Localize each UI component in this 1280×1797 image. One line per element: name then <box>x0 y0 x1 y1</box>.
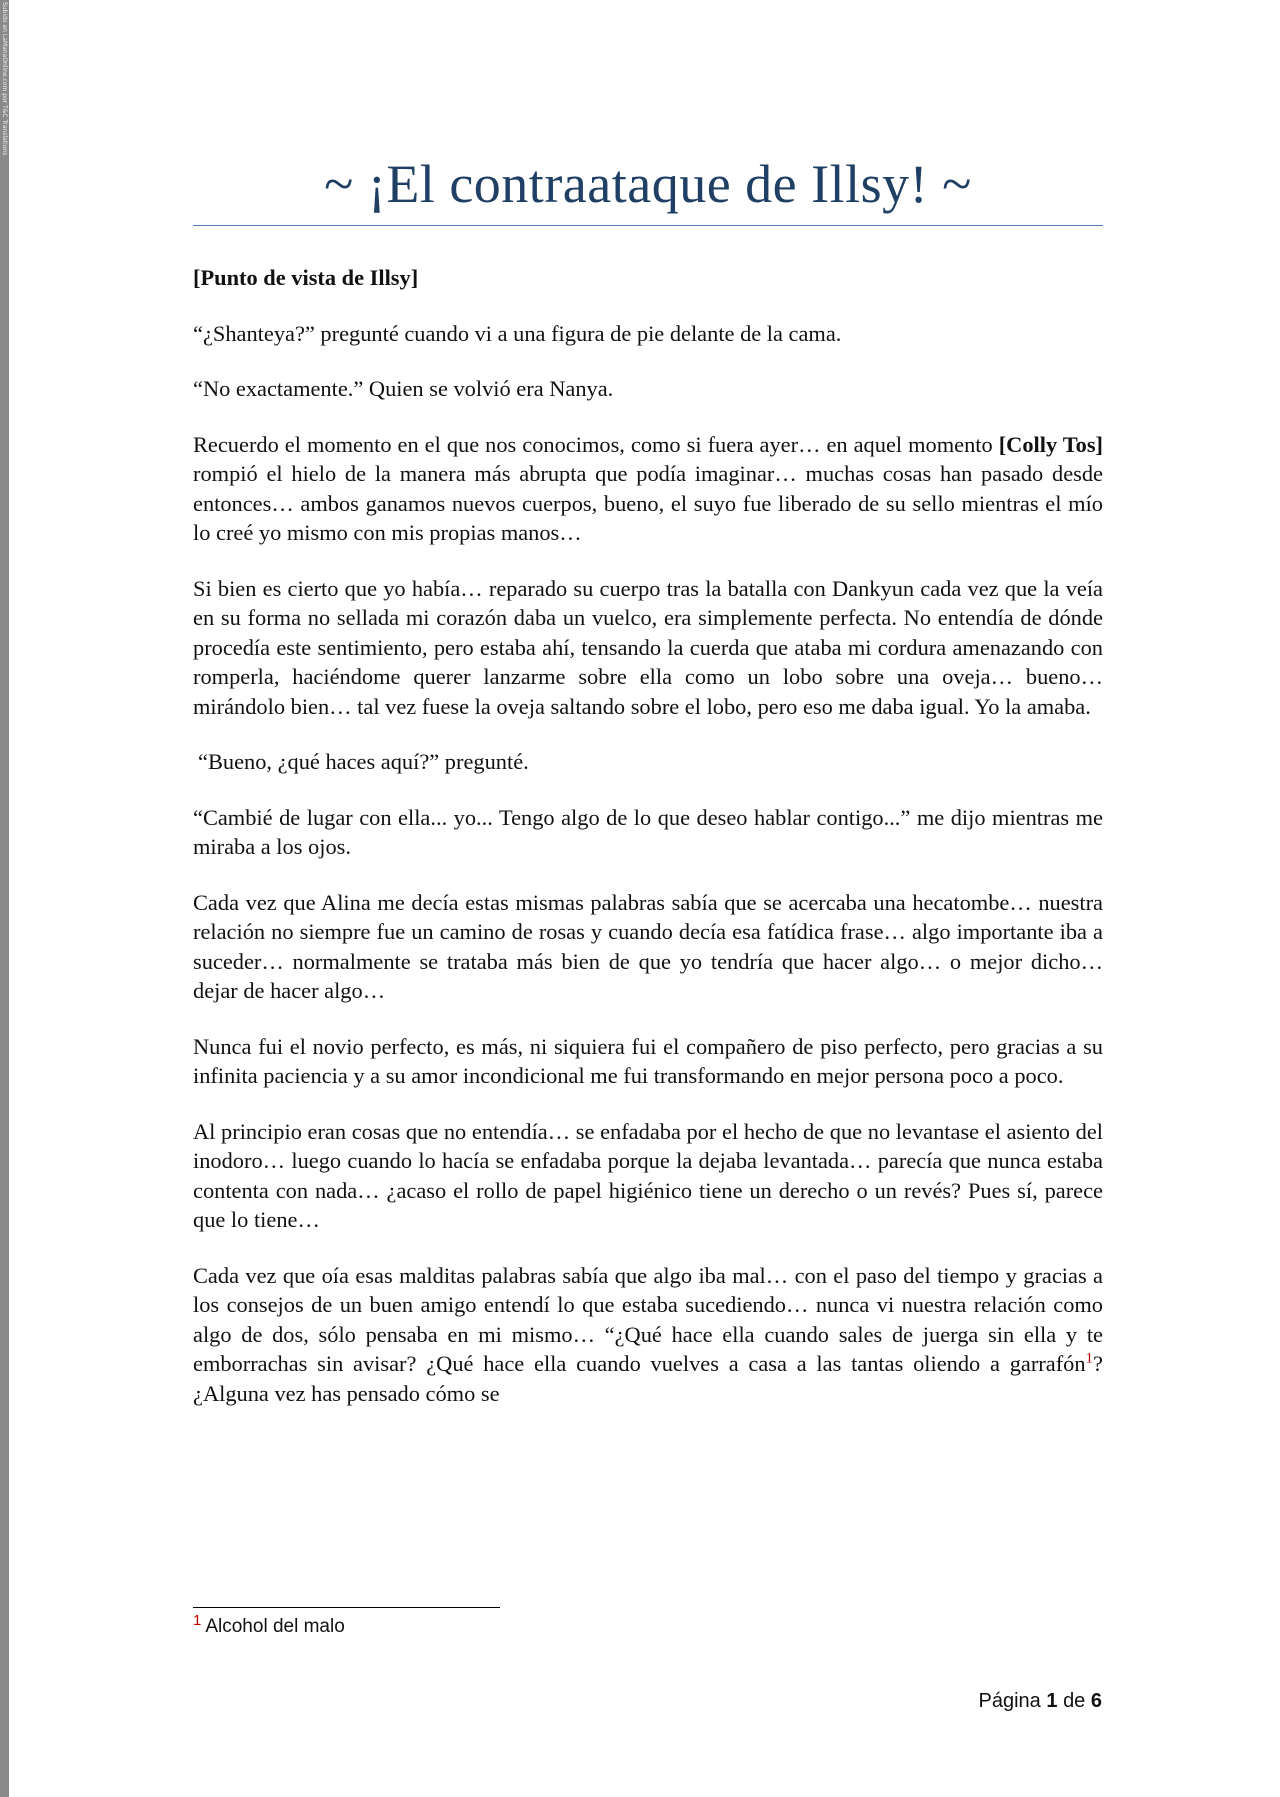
paragraph-7: Cada vez que Alina me decía estas mismas palabras sabía que se acercaba una hecatombe… nuestra relación no siempre fue un camino de rosas y cuando decía esa fatídica frase… algo importante iba a suceder… normalmente se trataba más bien de que yo tendría que hacer algo… o mejor dicho… dejar de hacer algo… <box>193 889 1103 1003</box>
page-number-total: 6 <box>1090 1690 1102 1712</box>
paragraph-10-start: Cada vez que oía esas malditas palabras sabía que algo iba mal… con el paso del tiempo y gracias a los consejos de un buen amigo entendí lo que estaba sucediendo… nunca vi nuestra relación como algo de dos, sólo pensaba en mi mismo… “¿Qué hace ella cuando sales de juerga sin ella y te emborrachas sin avisar? ¿Qué hace ella cuando vuelves a casa a las tantas oliendo a garrafón <box>193 1262 1103 1376</box>
page-number-prefix: Página <box>978 1690 1041 1712</box>
paragraph-9: Al principio eran cosas que no entendía… se enfadaba por el hecho de que no levantase el asiento del inodoro… luego cuando lo hacía se enfadaba porque la dejaba levantada… parecía que nunca estaba contenta con nada… ¿acaso el rollo de papel higiénico tiene un derecho o un revés? Pues sí, parece que lo tiene… <box>193 1118 1103 1232</box>
paragraph-8: Nunca fui el novio perfecto, es más, ni siquiera fui el compañero de piso perfecto, pero gracias a su infinita paciencia y a su amor incondicional me fui transformando en mejor persona poco a poco. <box>193 1033 1103 1088</box>
document-body <box>193 263 1103 1408</box>
left-edge-bar <box>0 0 9 1797</box>
footnote <box>193 1611 693 1640</box>
footnote-number: 1 <box>193 1611 202 1629</box>
page-number-current: 1 <box>1046 1690 1058 1712</box>
title-underline <box>193 225 1103 226</box>
edge-watermark: Subido en LaManaOnline.com por T&C Translations <box>1 2 8 156</box>
paragraph-5: “Bueno, ¿qué haces aquí?” pregunté. <box>198 749 529 774</box>
footnote-text: Alcohol del malo <box>205 1616 345 1637</box>
footnote-reference[interactable]: 1 <box>1085 1350 1094 1367</box>
point-of-view-heading: [Punto de vista de Illsy] <box>193 265 419 290</box>
paragraph-3 <box>193 430 1103 548</box>
paragraph-6: “Cambié de lugar con ella... yo... Tengo algo de lo que deseo hablar contigo...” me dijo mientras me miraba a los ojos. <box>193 804 1103 859</box>
paragraph-1: “¿Shanteya?” pregunté cuando vi a una figura de pie delante de la cama. <box>193 320 842 346</box>
paragraph-2: “No exactamente.” Quien se volvió era Nanya. <box>193 376 614 401</box>
paragraph-3-end: rompió el hielo de la manera más abrupta que podía imaginar… muchas cosas han pasado desde entonces… ambos ganamos nuevos cuerpos, bueno, el suyo fue liberado de su sello mientras el mío lo creé yo mismo con mis propias manos… <box>193 461 1103 545</box>
page-number-middle: de <box>1063 1690 1086 1712</box>
chapter-title: ~ ¡El contraataque de Illsy! ~ <box>324 154 972 214</box>
paragraph-3-start: Recuerdo el momento en el que nos conocimos, como si fuera ayer… en aquel momento <box>193 431 999 457</box>
footnote-separator <box>193 1607 500 1608</box>
page-number <box>979 1690 1102 1713</box>
bold-term-colly-tos: [Colly Tos] <box>998 431 1103 457</box>
paragraph-10 <box>193 1261 1103 1409</box>
paragraph-10-end: ? ¿Alguna vez has pensado cómo se <box>193 1351 1103 1406</box>
paragraph-4: Si bien es cierto que yo había… reparado su cuerpo tras la batalla con Dankyun cada vez que la veía en su forma no sellada mi corazón daba un vuelco, era simplemente perfecta. No entendía de dónde procedía este sentimiento, pero estaba ahí, tensando la cuerda que ataba mi cordura amenazando con romperla, haciéndome querer lanzarme sobre ella como un lobo sobre una oveja… bueno… mirándolo bien… tal vez fuese la oveja saltando sobre el lobo, pero eso me daba igual. Yo la amaba. <box>193 575 1103 719</box>
